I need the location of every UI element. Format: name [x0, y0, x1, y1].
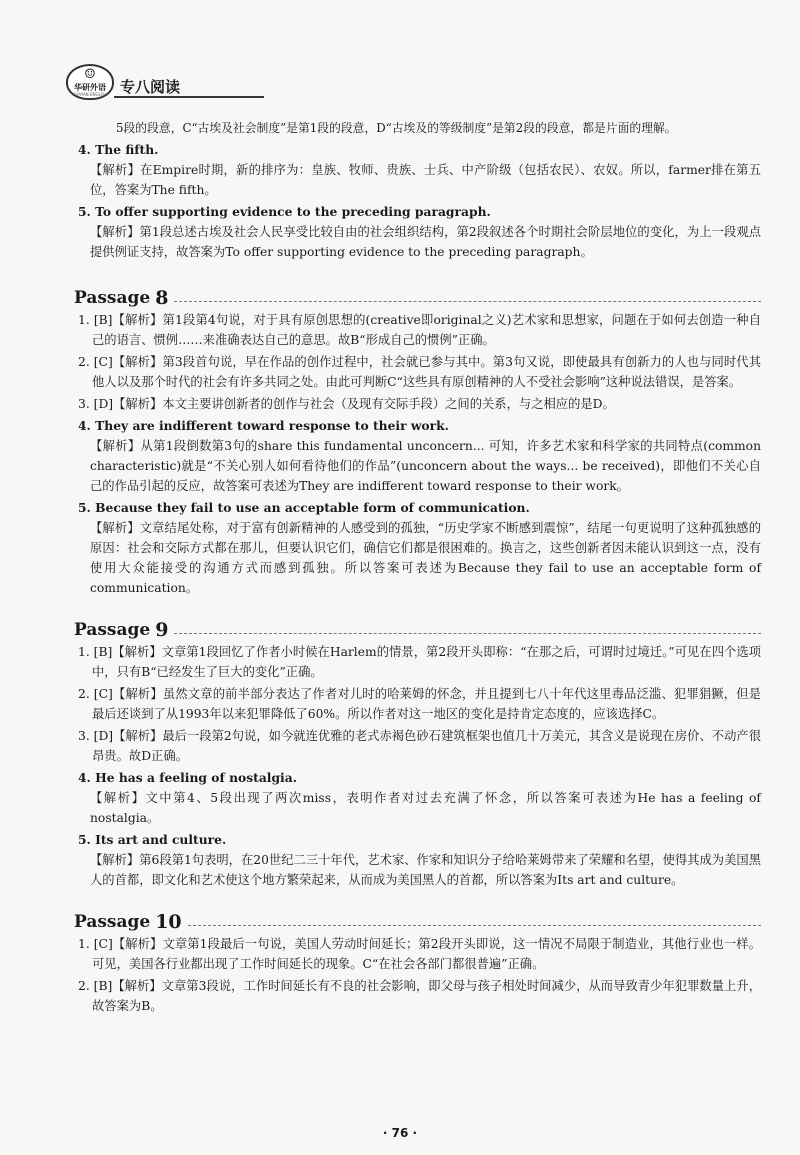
- page-content: [74, 118, 761, 1016]
- answer-explanation: 2. [B]【解析】文章第3段说，工作时间延长有不良的社会影响，即父母与孩子相处时间减少，从而导致青少年犯罪数量上升，故答案为B。: [78, 979, 761, 1013]
- answer-item: [78, 934, 761, 974]
- passage-number: 9: [155, 619, 169, 641]
- answer-explanation: 【解析】第1段总述古埃及社会人民享受比较自由的社会组织结构，第2段叙述各个时期社会阶层地位的变化，为上一段观点提供例证支持，故答案为To offer supporting evidence to the preceding paragraph。: [90, 225, 761, 259]
- answer-explanation: 2. [C]【解析】第3段首句说，早在作品的创作过程中，社会就已参与其中。第3句又说，即使最具有创新力的人也与同时代其他人以及那个时代的社会有许多共同之处。由此可判断C“这些具有原创精神的人不受社会影响”这种说法错误，是答案。: [78, 355, 761, 389]
- answer-item: [78, 642, 761, 682]
- publisher-logo: [66, 64, 114, 100]
- logo-text: 华研外语: [74, 83, 106, 92]
- answer-explanation: 【解析】文中第4、5段出现了两次miss，表明作者对过去充满了怀念，所以答案可表述为He has a feeling of nostalgia。: [90, 791, 761, 825]
- answer-question: 5. Its art and culture.: [78, 832, 227, 847]
- logo-subtext: HUAYAN ENGLISH: [72, 92, 108, 97]
- answer-explanation: 2. [C]【解析】虽然文章的前半部分表达了作者对儿时的哈莱姆的怀念，并且提到七八十年代这里毒品泛滥、犯罪猖獗，但是最后还谈到了从1993年以来犯罪降低了60%。所以作者对这一地区的变化是持肯定态度的，应该选择C。: [78, 687, 761, 721]
- answer-explanation: 3. [D]【解析】本文主要讲创新者的创作与社会（及现有交际手段）之间的关系，与之相应的是D。: [78, 397, 615, 411]
- answer-explanation: 1. [B]【解析】文章第1段回忆了作者小时候在Harlem的情景，第2段开头即称：“在那之后，可谓时过境迁。”可见在四个选项中，只有B“已经发生了巨大的变化”正确。: [78, 645, 761, 679]
- continuation-text: 5段的段意，C“古埃及社会制度”是第1段的段意，D“古埃及的等级制度”是第2段的段意，都是片面的理解。: [116, 121, 677, 135]
- passage-number: 8: [155, 287, 169, 309]
- passage-9: [74, 616, 761, 890]
- answer-item: [78, 416, 761, 496]
- answer-question: 4. They are indifferent toward response to their work.: [78, 418, 449, 433]
- answer-question: 5. Because they fail to use an acceptable form of communication.: [78, 500, 530, 515]
- passage-8: [74, 284, 761, 598]
- answer-item: [78, 768, 761, 828]
- dashed-rule: [188, 925, 761, 926]
- answer-explanation: 【解析】第6段第1句表明，在20世纪二三十年代，艺术家、作家和知识分子给哈莱姆带来了荣耀和名望，使得其成为美国黑人的首都，即文化和艺术使这个地方繁荣起来，从而成为美国黑人的首都，所以答案为Its art and culture。: [90, 853, 761, 887]
- answer-question: 4. The fifth.: [78, 142, 159, 157]
- dashed-rule: [174, 301, 761, 302]
- answer-item: [78, 202, 761, 262]
- passage-heading: [74, 284, 761, 308]
- answer-explanation: 1. [B]【解析】第1段第4句说，对于具有原创思想的(creative即original之义)艺术家和思想家，问题在于如何去创造一种自己的语言、惯例……来准确表达自己的意思。故B“形成自己的惯例”正确。: [78, 313, 761, 347]
- passage-number: 10: [155, 911, 182, 933]
- dashed-rule: [174, 633, 761, 634]
- passage-heading: [74, 616, 761, 640]
- passage-10: [74, 908, 761, 1016]
- intro-section: [78, 118, 761, 262]
- answer-explanation: 1. [C]【解析】文章第1段最后一句说，美国人劳动时间延长；第2段开头即说，这一情况不局限于制造业，其他行业也一样。可见，美国各行业都出现了工作时间延长的现象。C“在社会各部门都很普遍”正确。: [78, 937, 761, 971]
- page-number: · 76 ·: [382, 1126, 418, 1140]
- answer-item: [78, 352, 761, 392]
- book-title: 专八阅读: [120, 78, 181, 96]
- header-rule: [114, 96, 264, 98]
- answer-explanation: 3. [D]【解析】最后一段第2句说，如今就连优雅的老式赤褐色砂石建筑框架也值几十万美元，其含义是说现在房价、不动产很昂贵。故D正确。: [78, 729, 761, 763]
- answer-item: [78, 140, 761, 200]
- answer-question: 4. He has a feeling of nostalgia.: [78, 770, 297, 785]
- passage-title: Passage: [74, 912, 151, 932]
- answer-item: [78, 310, 761, 350]
- answer-item: [78, 394, 761, 414]
- answer-item: [78, 976, 761, 1016]
- page-header: [66, 64, 766, 100]
- answer-item: [78, 684, 761, 724]
- logo-mascot-icon: ☺: [84, 67, 96, 82]
- answer-explanation: 【解析】文章结尾处称，对于富有创新精神的人感受到的孤独，“历史学家不断感到震惊”，结尾一句更说明了这种孤独感的原因：社会和交际方式都在那儿，但要认识它们，确信它们都是很困难的。换言之，这些创新者因未能认识到这一点，没有使用大众能接受的沟通方式而感到孤独。所以答案可表述为Because they fail to use an acceptable form of communication。: [90, 521, 761, 595]
- passage-title: Passage: [74, 620, 151, 640]
- passage-title: Passage: [74, 288, 151, 308]
- answer-item: [78, 830, 761, 890]
- passage-heading: [74, 908, 761, 932]
- answer-item: [78, 498, 761, 598]
- answer-explanation: 【解析】在Empire时期，新的排序为：皇族、牧师、贵族、士兵、中产阶级（包括农民）、农奴。所以，farmer排在第五位，答案为The fifth。: [90, 163, 761, 197]
- answer-item: [78, 726, 761, 766]
- answer-question: 5. To offer supporting evidence to the preceding paragraph.: [78, 204, 491, 219]
- answer-explanation: 【解析】从第1段倒数第3句的share this fundamental unconcern... 可知，许多艺术家和科学家的共同特点(common characteristic)就是“不关心别人如何看待他们的作品”(unconcern about the ways... be received)，即他们不关心自己的作品引起的反应，故答案可表述为They are indifferent toward response to their work。: [90, 439, 761, 493]
